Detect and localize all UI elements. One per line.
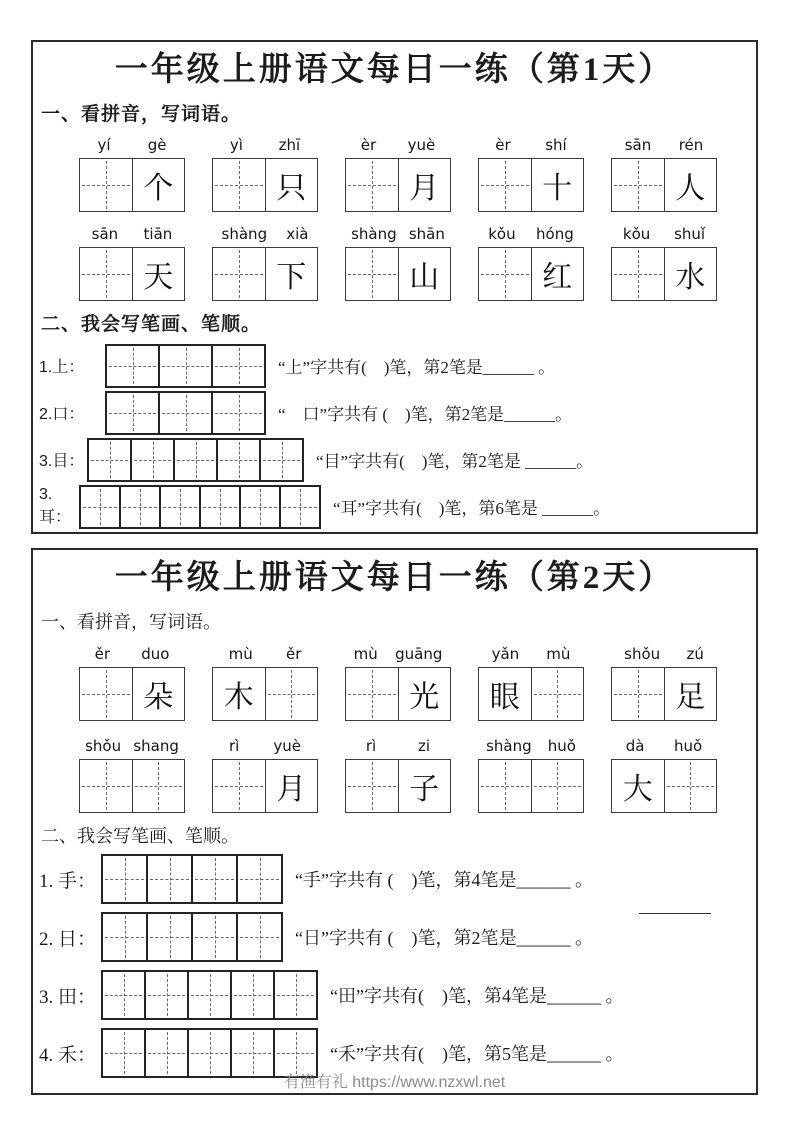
- word-item: [79, 225, 185, 301]
- pinyin-label: [345, 737, 451, 755]
- word-item: [79, 645, 185, 721]
- pinyin-syllable: tiān: [143, 224, 173, 243]
- word-item: [345, 225, 451, 301]
- character-grid-box: [212, 247, 318, 301]
- empty-writing-cell: [612, 668, 664, 720]
- stroke-question: “田”字共有( )笔，第4笔是______ 。: [330, 986, 624, 1007]
- empty-writing-cell: [159, 485, 201, 529]
- pinyin-syllable: yì: [229, 135, 243, 154]
- stroke-practice-row: [39, 391, 756, 435]
- empty-writing-cell: [531, 760, 584, 812]
- printed-character: 天: [143, 260, 174, 294]
- day1-page-title: 一年级上册语文每日一练（第1天）: [114, 52, 675, 88]
- empty-writing-cell: [101, 854, 148, 904]
- stroke-question: “耳”字共有( )笔，第6笔是 ______。: [333, 499, 611, 519]
- stroke-question: “禾”字共有( )笔，第5笔是______ 。: [330, 1044, 624, 1065]
- empty-writing-cell: [239, 485, 281, 529]
- printed-character: 十: [542, 171, 573, 205]
- day2-section2-heading: 二、我会写笔画、笔顺。: [41, 825, 239, 846]
- pinyin-label: [79, 225, 185, 243]
- empty-writing-cell: [216, 438, 261, 482]
- day2-word-row-2: [79, 737, 756, 813]
- printed-character-cell: [132, 668, 185, 720]
- empty-writing-cell: [211, 344, 266, 388]
- stroke-row-label: 1.上：: [39, 359, 85, 377]
- printed-character-cell: [664, 159, 717, 211]
- printed-character-cell: [398, 159, 451, 211]
- empty-writing-cell: [612, 159, 664, 211]
- stroke-practice-grid: [105, 344, 266, 388]
- pinyin-syllable: shǒu: [624, 644, 661, 663]
- empty-writing-cell: [213, 248, 265, 300]
- stroke-row-label: 3.目：: [39, 453, 85, 471]
- word-item: [478, 225, 584, 301]
- day2-worksheet-panel: [31, 548, 758, 1095]
- printed-character: 个: [143, 171, 174, 205]
- pinyin-syllable: kǒu: [622, 224, 651, 243]
- character-grid-box: [79, 247, 185, 301]
- pinyin-label: [79, 645, 185, 663]
- empty-writing-cell: [213, 760, 265, 812]
- empty-writing-cell: [87, 438, 132, 482]
- stroke-practice-row: [39, 438, 756, 482]
- pinyin-syllable: xià: [286, 224, 309, 243]
- word-item: [611, 225, 717, 301]
- stroke-practice-grid: [87, 438, 304, 482]
- word-item: [611, 645, 717, 721]
- empty-writing-cell: [132, 760, 185, 812]
- character-grid-box: [212, 667, 318, 721]
- stroke-practice-row: [39, 485, 756, 529]
- pinyin-syllable: shān: [408, 224, 445, 243]
- printed-character: 水: [675, 260, 706, 294]
- word-item: [212, 737, 318, 813]
- empty-writing-cell: [130, 438, 175, 482]
- character-grid-box: [212, 158, 318, 212]
- printed-character: 人: [675, 171, 706, 205]
- empty-writing-cell: [101, 912, 148, 962]
- pinyin-syllable: zhī: [278, 135, 301, 154]
- day2-section1-heading: 一、看拼音，写词语。: [41, 612, 221, 633]
- empty-writing-cell: [105, 344, 160, 388]
- word-item: [212, 136, 318, 212]
- stroke-row-label: 2.口：: [39, 406, 85, 424]
- character-grid-box: [345, 247, 451, 301]
- pinyin-syllable: èr: [495, 135, 511, 154]
- stroke-row-label: 3. 田：: [39, 986, 97, 1008]
- stroke-question: “日”字共有 ( )笔，第2笔是______ 。: [295, 928, 593, 949]
- pinyin-label: [212, 645, 318, 663]
- stroke-practice-row: [39, 344, 756, 388]
- pinyin-syllable: shuǐ: [674, 224, 706, 243]
- pinyin-syllable: sān: [91, 224, 119, 243]
- empty-writing-cell: [211, 391, 266, 435]
- printed-character: 木: [223, 680, 254, 714]
- word-item: [611, 136, 717, 212]
- day2-page-title: 一年级上册语文每日一练（第2天）: [114, 560, 675, 596]
- pinyin-syllable: èr: [360, 135, 377, 154]
- printed-character: 光: [409, 680, 440, 714]
- character-grid-box: [478, 667, 584, 721]
- day1-section1-heading: 一、看拼音，写词语。: [41, 104, 242, 126]
- pinyin-label: [478, 645, 584, 663]
- empty-writing-cell: [346, 668, 398, 720]
- stroke-question: “手”字共有 ( )笔，第4笔是______ 。: [295, 870, 593, 891]
- stroke-practice-grid: [101, 970, 318, 1020]
- pinyin-syllable: ěr: [94, 644, 110, 663]
- empty-writing-cell: [80, 668, 132, 720]
- pinyin-label: [212, 225, 318, 243]
- empty-writing-cell: [213, 159, 265, 211]
- word-item: [345, 136, 451, 212]
- stroke-practice-row: [39, 912, 756, 962]
- empty-writing-cell: [346, 159, 398, 211]
- day1-section2-heading: 二、我会写笔画、笔顺。: [41, 313, 262, 335]
- empty-writing-cell: [236, 912, 283, 962]
- pinyin-syllable: mù: [353, 644, 378, 663]
- stroke-row-label: 2. 日：: [39, 928, 97, 950]
- word-item: [478, 645, 584, 721]
- pinyin-syllable: shǒu: [85, 736, 122, 755]
- stroke-practice-grid: [79, 485, 321, 529]
- pinyin-syllable: hóng: [536, 224, 574, 243]
- empty-writing-cell: [199, 485, 241, 529]
- stroke-row-label: 1. 手：: [39, 870, 97, 892]
- printed-character: 朵: [143, 680, 174, 714]
- word-item: [345, 737, 451, 813]
- empty-writing-cell: [173, 438, 218, 482]
- pinyin-syllable: shang: [133, 736, 179, 755]
- stroke-question: “上”字共有( )笔，第2笔是______ 。: [278, 358, 556, 378]
- printed-character: 月: [276, 772, 307, 806]
- printed-character-cell: [398, 760, 451, 812]
- pinyin-syllable: ěr: [285, 644, 302, 663]
- pinyin-syllable: shàng: [221, 224, 268, 243]
- pinyin-syllable: yuè: [273, 736, 301, 755]
- pinyin-label: [478, 737, 584, 755]
- empty-writing-cell: [187, 970, 232, 1020]
- character-grid-box: [611, 158, 717, 212]
- empty-writing-cell: [119, 485, 161, 529]
- empty-writing-cell: [158, 344, 213, 388]
- printed-character: 只: [276, 171, 307, 205]
- pinyin-syllable: shàng: [486, 736, 532, 755]
- pinyin-label: [212, 737, 318, 755]
- pinyin-label: [79, 737, 185, 755]
- pinyin-syllable: gè: [147, 135, 167, 154]
- empty-writing-cell: [101, 970, 146, 1020]
- character-grid-box: [611, 247, 717, 301]
- pinyin-syllable: yí: [97, 135, 111, 154]
- stroke-row-label: 3.耳：: [39, 486, 72, 527]
- pinyin-syllable: mù: [546, 644, 571, 663]
- empty-writing-cell: [259, 438, 304, 482]
- pinyin-label: [611, 225, 717, 243]
- printed-character-cell: [612, 760, 664, 812]
- stroke-question: “目”字共有( )笔，第2笔是 ______。: [316, 452, 594, 472]
- pinyin-syllable: rén: [678, 135, 704, 154]
- printed-character-cell: [664, 668, 717, 720]
- day2-word-row-1: [79, 645, 756, 721]
- empty-writing-cell: [105, 391, 160, 435]
- pinyin-syllable: yuè: [407, 135, 436, 154]
- pinyin-syllable: rì: [229, 736, 240, 755]
- empty-writing-cell: [191, 854, 238, 904]
- empty-writing-cell: [279, 485, 321, 529]
- printed-character: 足: [675, 680, 706, 714]
- printed-character-cell: [398, 248, 451, 300]
- empty-writing-cell: [265, 668, 318, 720]
- printed-character-cell: [531, 159, 584, 211]
- character-grid-box: [478, 247, 584, 301]
- character-grid-box: [345, 667, 451, 721]
- character-grid-box: [79, 759, 185, 813]
- pinyin-syllable: kǒu: [488, 224, 516, 243]
- empty-writing-cell: [146, 912, 193, 962]
- printed-character: 月: [409, 171, 440, 205]
- printed-character-cell: [132, 248, 185, 300]
- empty-writing-cell: [191, 912, 238, 962]
- empty-writing-cell: [236, 854, 283, 904]
- empty-writing-cell: [80, 159, 132, 211]
- day1-stroke-rows: [33, 344, 756, 529]
- word-item: [345, 645, 451, 721]
- printed-character-cell: [265, 760, 318, 812]
- pinyin-syllable: huǒ: [547, 736, 576, 755]
- day1-word-row-1: [79, 136, 756, 212]
- empty-writing-cell: [79, 485, 121, 529]
- word-item: [611, 737, 717, 813]
- stroke-practice-row: [39, 970, 756, 1020]
- word-item: [212, 225, 318, 301]
- site-watermark: 有渔有礼 https://www.nzxwl.net: [283, 1074, 506, 1091]
- printed-character: 眼: [489, 680, 520, 714]
- pinyin-label: [345, 225, 451, 243]
- empty-writing-cell: [273, 970, 318, 1020]
- printed-character-cell: [479, 668, 531, 720]
- printed-character: 山: [409, 260, 440, 294]
- pinyin-label: [478, 225, 584, 243]
- empty-writing-cell: [346, 248, 398, 300]
- printed-character: 下: [276, 260, 307, 294]
- printed-character: 红: [542, 260, 573, 294]
- printed-character-cell: [132, 159, 185, 211]
- word-item: [478, 136, 584, 212]
- empty-writing-cell: [80, 760, 132, 812]
- empty-writing-cell: [144, 970, 189, 1020]
- stroke-practice-grid: [101, 854, 283, 904]
- day1-worksheet-panel: [31, 40, 758, 534]
- pinyin-label: [212, 136, 318, 154]
- pinyin-syllable: duo: [141, 644, 170, 663]
- printed-character: 大: [622, 772, 653, 806]
- printed-character-cell: [265, 159, 318, 211]
- stroke-row-label: 4. 禾：: [39, 1044, 97, 1066]
- printed-character-cell: [664, 248, 717, 300]
- pinyin-label: [478, 136, 584, 154]
- character-grid-box: [478, 759, 584, 813]
- pinyin-syllable: mù: [228, 644, 253, 663]
- pinyin-label: [611, 136, 717, 154]
- printed-character-cell: [265, 248, 318, 300]
- empty-writing-cell: [346, 760, 398, 812]
- character-grid-box: [611, 667, 717, 721]
- pinyin-syllable: guāng: [395, 644, 443, 663]
- pinyin-syllable: yǎn: [491, 644, 520, 663]
- word-item: [212, 645, 318, 721]
- word-item: [79, 136, 185, 212]
- printed-character-cell: [398, 668, 451, 720]
- empty-writing-cell: [158, 391, 213, 435]
- printed-character-cell: [531, 248, 584, 300]
- character-grid-box: [345, 158, 451, 212]
- pinyin-label: [611, 645, 717, 663]
- day2-stroke-rows: [33, 854, 756, 1078]
- character-grid-box: [345, 759, 451, 813]
- pinyin-syllable: rì: [365, 736, 377, 755]
- empty-writing-cell: [612, 248, 664, 300]
- empty-writing-cell: [80, 248, 132, 300]
- pinyin-label: [345, 645, 451, 663]
- empty-writing-cell: [664, 760, 717, 812]
- pinyin-syllable: sān: [624, 135, 652, 154]
- stroke-practice-grid: [105, 391, 266, 435]
- pinyin-syllable: shàng: [351, 224, 397, 243]
- empty-writing-cell: [479, 760, 531, 812]
- character-grid-box: [79, 667, 185, 721]
- stroke-question: “ 口”字共有 ( )笔，第2笔是______。: [278, 405, 573, 425]
- pinyin-label: [611, 737, 717, 755]
- character-grid-box: [611, 759, 717, 813]
- pinyin-syllable: zi: [418, 736, 431, 755]
- empty-writing-cell: [230, 970, 275, 1020]
- pinyin-syllable: zú: [686, 644, 704, 663]
- word-item: [79, 737, 185, 813]
- character-grid-box: [212, 759, 318, 813]
- stroke-practice-row: [39, 854, 756, 904]
- character-grid-box: [478, 158, 584, 212]
- empty-writing-cell: [479, 248, 531, 300]
- empty-writing-cell: [479, 159, 531, 211]
- pinyin-label: [345, 136, 451, 154]
- pinyin-syllable: shí: [545, 135, 567, 154]
- word-item: [478, 737, 584, 813]
- pinyin-label: [79, 136, 185, 154]
- stroke-practice-grid: [101, 912, 283, 962]
- pinyin-syllable: huǒ: [674, 736, 703, 755]
- pinyin-syllable: dà: [625, 736, 645, 755]
- character-grid-box: [79, 158, 185, 212]
- printed-character-cell: [213, 668, 265, 720]
- empty-writing-cell: [531, 668, 584, 720]
- day1-word-row-2: [79, 225, 756, 301]
- printed-character: 子: [409, 772, 440, 806]
- empty-writing-cell: [146, 854, 193, 904]
